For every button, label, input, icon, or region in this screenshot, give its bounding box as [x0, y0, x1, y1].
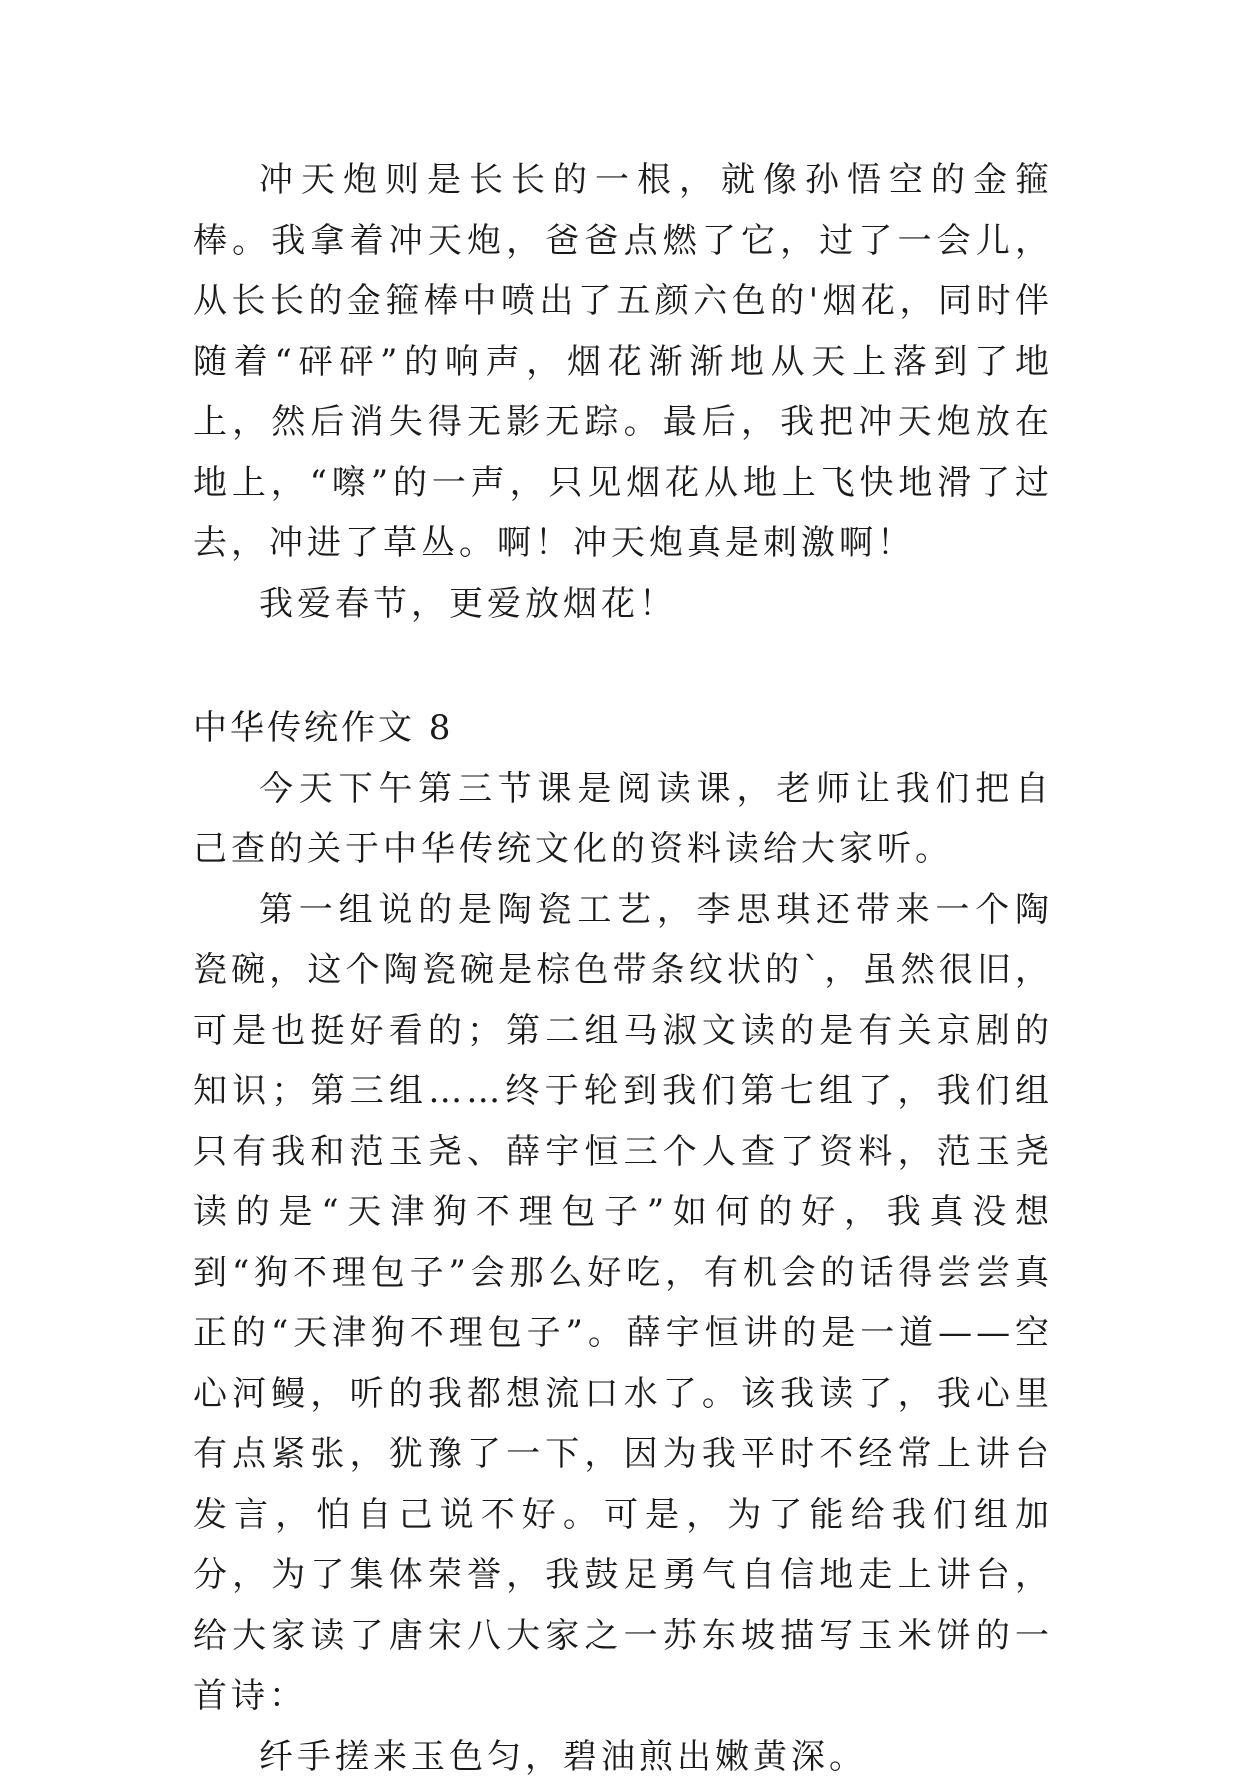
paragraph-love-spring-festival: 我爱春节，更爱放烟花！ — [193, 574, 1053, 635]
paragraph-reading-class: 今天下午第三节课是阅读课，老师让我们把自己查的关于中华传统文化的资料读给大家听。 — [193, 759, 1053, 880]
essay-heading: 中华传统作文 8 — [193, 698, 1053, 759]
document-page — [193, 150, 1053, 1787]
paragraph-poem-line: 纤手搓来玉色匀，碧油煎出嫩黄深。 — [193, 1727, 1053, 1787]
paragraph-groups-reports: 第一组说的是陶瓷工艺，李思琪还带来一个陶瓷碗，这个陶瓷碗是棕色带条纹状的`，虽然很旧，可是也挺好看的；第二组马淑文读的是有关京剧的知识；第三组……终于轮到我们第七组了，我们组只有我和范玉尧、薛宇恒三个人查了资料，范玉尧读的是“天津狗不理包子”如何的好，我真没想到“狗不理包子”会那么好吃，有机会的话得尝尝真正的“天津狗不理包子”。薛宇恒讲的是一道——空心河鳗，听的我都想流口水了。该我读了，我心里有点紧张，犹豫了一下，因为我平时不经常上讲台发言，怕自己说不好。可是，为了能给我们组加分，为了集体荣誉，我鼓足勇气自信地走上讲台，给大家读了唐宋八大家之一苏东坡描写玉米饼的一首诗： — [193, 880, 1053, 1727]
paragraph-firecracker: 冲天炮则是长长的一根，就像孙悟空的金箍棒。我拿着冲天炮，爸爸点燃了它，过了一会儿，从长长的金箍棒中喷出了五颜六色的'烟花，同时伴随着“砰砰”的响声，烟花渐渐地从天上落到了地上，然后消失得无影无踪。最后，我把冲天炮放在地上，“嚓”的一声，只见烟花从地上飞快地滑了过去，冲进了草丛。啊！冲天炮真是刺激啊！ — [193, 150, 1053, 574]
